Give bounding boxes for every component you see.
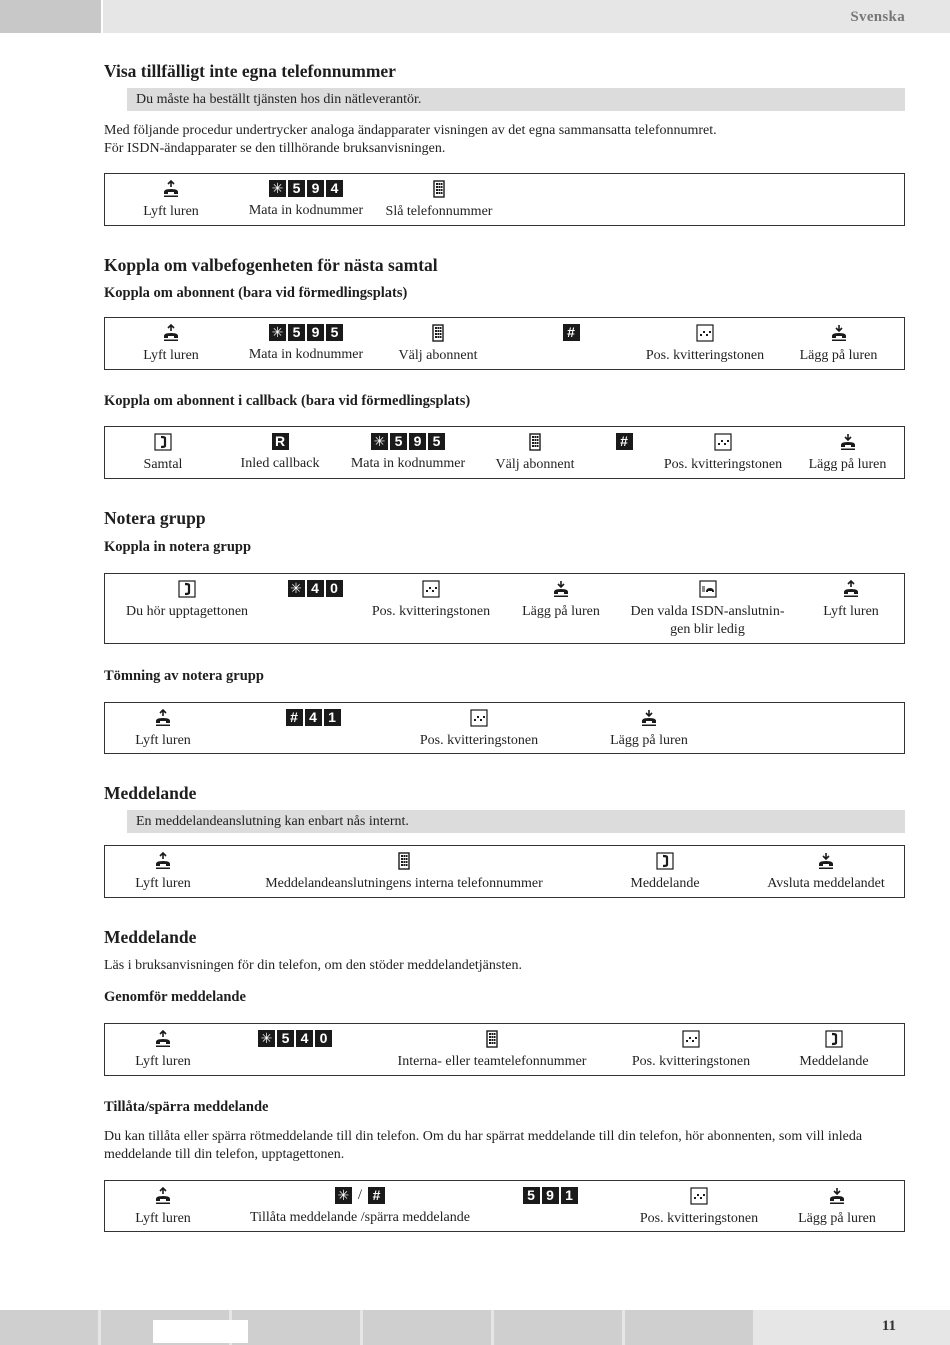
procedure-step — [621, 1030, 761, 1071]
lift-handset-icon — [162, 324, 180, 342]
key-hash: # — [286, 709, 303, 726]
paragraph-line: Med följande procedur undertrycker analoga ändapparater visningen av det egna sammansatta telefonnumret. — [104, 123, 717, 138]
step-label: Välj abonnent — [398, 348, 478, 363]
step-label: Samtal — [143, 457, 183, 472]
procedure-step — [387, 1030, 597, 1071]
key-star: ✳ — [335, 1187, 352, 1204]
procedure-step — [123, 1030, 203, 1071]
procedure-step — [620, 580, 795, 639]
footer-white-box — [153, 1320, 248, 1343]
step-label: Lägg på luren — [610, 733, 688, 748]
confirmation-tone-icon — [696, 324, 714, 342]
keypad-icon — [429, 324, 447, 342]
procedure-step — [800, 433, 895, 474]
paragraph-line: Du kan tillåta eller spärra rötmeddelande till din telefon. Om du har spärrat meddelande till din telefon, hör abonnenten, som vill inleda — [104, 1129, 863, 1144]
procedure-box — [104, 426, 905, 479]
step-label: Mata in kodnummer — [248, 347, 364, 362]
key-0: 0 — [315, 1030, 332, 1047]
step-label: Lägg på luren — [799, 348, 878, 363]
procedure-step — [811, 580, 891, 621]
step-label: Lyft luren — [143, 204, 199, 219]
step-label: Pos. kvitteringstonen — [639, 1211, 759, 1226]
key-sequence — [230, 433, 330, 450]
procedure-step — [635, 324, 775, 365]
key-1: 1 — [561, 1187, 578, 1204]
step-label: Inled callback — [240, 456, 320, 471]
procedure-step — [629, 1187, 769, 1228]
lift-handset-icon — [154, 709, 172, 727]
keypad-icon — [526, 433, 544, 451]
step-label: Meddelandeanslutningens interna telefonnummer — [265, 876, 543, 891]
key-5: 5 — [288, 180, 305, 197]
hang-up-icon — [839, 433, 857, 451]
step-label: Interna- eller teamtelefonnummer — [397, 1054, 587, 1069]
procedure-box — [104, 1023, 905, 1076]
lift-handset-icon — [154, 1030, 172, 1048]
footer-segment — [363, 1310, 493, 1345]
step-label: Pos. kvitteringstonen — [645, 348, 765, 363]
key-1: 1 — [324, 709, 341, 726]
procedure-step — [230, 433, 330, 473]
key-star: ✳ — [371, 433, 388, 450]
subsection-title: Genomför meddelande — [104, 989, 246, 1005]
procedure-step — [788, 1187, 886, 1228]
paragraph-line: meddelande till din telefon, upptagettonen. — [104, 1147, 345, 1162]
key-r: R — [272, 433, 289, 450]
step-label: Lägg på luren — [808, 457, 887, 472]
procedure-box — [104, 317, 905, 370]
procedure-step — [653, 433, 793, 474]
lift-handset-icon — [154, 852, 172, 870]
procedure-step — [123, 852, 203, 893]
procedure-step — [388, 324, 488, 365]
subsection-title: Tömning av notera grupp — [104, 668, 264, 684]
step-label: Lägg på luren — [798, 1211, 876, 1226]
step-label: Tillåta meddelande /spärra meddelande — [250, 1210, 470, 1225]
lift-handset-icon — [154, 1187, 172, 1205]
procedure-step — [620, 852, 710, 893]
section-title: Notera grupp — [104, 508, 206, 528]
key-5: 5 — [288, 324, 305, 341]
step-label: Lyft luren — [135, 1054, 191, 1069]
key-sequence — [241, 180, 371, 197]
procedure-step — [249, 852, 559, 893]
procedure-step — [275, 580, 355, 597]
key-4: 4 — [296, 1030, 313, 1047]
section-title: Meddelande — [104, 783, 197, 803]
procedure-box — [104, 573, 905, 644]
step-label: Den valda ISDN-anslutnin- — [630, 604, 785, 619]
key-sequence — [551, 324, 591, 341]
procedure-step — [600, 709, 698, 750]
procedure-step — [230, 1187, 490, 1227]
procedure-step — [379, 180, 499, 221]
procedure-box — [104, 845, 905, 898]
procedure-step — [791, 324, 886, 365]
step-label: Välj abonnent — [495, 457, 575, 472]
info-note: Du måste ha beställt tjänsten hos din nätleverantör. — [127, 88, 905, 111]
call-icon — [656, 852, 674, 870]
key-4: 4 — [307, 580, 324, 597]
footer-segment — [625, 1310, 755, 1345]
step-label: Lyft luren — [823, 604, 879, 619]
step-label: Pos. kvitteringstonen — [419, 733, 539, 748]
key-sequence — [604, 433, 644, 450]
key-sequence — [343, 433, 473, 450]
key-4: 4 — [326, 180, 343, 197]
paragraph: Läs i bruksanvisningen för din telefon, om den stöder meddelandetjänsten. — [104, 958, 522, 973]
call-icon — [154, 433, 172, 451]
key-star: ✳ — [288, 580, 305, 597]
procedure-step — [123, 709, 203, 750]
key-9: 9 — [307, 180, 324, 197]
hang-up-icon — [817, 852, 835, 870]
key-sequence — [275, 580, 355, 597]
key-9: 9 — [307, 324, 324, 341]
keypad-icon — [395, 852, 413, 870]
step-label: Lyft luren — [135, 1211, 191, 1226]
procedure-step — [131, 324, 211, 365]
hang-up-icon — [552, 580, 570, 598]
hang-up-icon — [830, 324, 848, 342]
procedure-step — [273, 709, 353, 726]
hang-up-icon — [828, 1187, 846, 1205]
page-header — [0, 0, 950, 33]
lift-handset-icon — [162, 180, 180, 198]
step-label: Pos. kvitteringstonen — [631, 1054, 751, 1069]
key-4: 4 — [305, 709, 322, 726]
key-9: 9 — [409, 433, 426, 450]
section-title: Meddelande — [104, 927, 197, 947]
procedure-step — [409, 709, 549, 750]
procedure-step — [241, 180, 371, 220]
procedure-step — [117, 580, 257, 621]
procedure-step — [485, 433, 585, 474]
footer-segment — [494, 1310, 624, 1345]
key-sequence — [515, 1187, 585, 1204]
key-5: 5 — [277, 1030, 294, 1047]
key-sequence — [273, 709, 353, 726]
paragraph-line: För ISDN-ändapparater se den tillhörande bruksanvisningen. — [104, 141, 446, 156]
page-number: 11 — [881, 1318, 896, 1334]
procedure-step — [131, 180, 211, 221]
key-5: 5 — [523, 1187, 540, 1204]
ringing-phone-icon — [699, 580, 717, 598]
keypad-icon — [483, 1030, 501, 1048]
header-tab — [0, 0, 103, 33]
key-5: 5 — [326, 324, 343, 341]
procedure-step — [512, 580, 610, 621]
section-title: Visa tillfälligt inte egna telefonnummer — [104, 61, 396, 81]
info-note: En meddelandeanslutning kan enbart nås internt. — [127, 810, 905, 833]
key-9: 9 — [542, 1187, 559, 1204]
key-sequence — [245, 1030, 345, 1047]
step-label: Avsluta meddelandet — [767, 876, 885, 891]
section-title: Koppla om valbefogenheten för nästa samtal — [104, 255, 438, 275]
key-5: 5 — [428, 433, 445, 450]
procedure-step — [604, 433, 644, 450]
step-label: Mata in kodnummer — [350, 456, 466, 471]
confirmation-tone-icon — [690, 1187, 708, 1205]
page-footer — [0, 1310, 950, 1345]
subsection-title: Koppla om abonnent i callback (bara vid förmedlingsplats) — [104, 393, 471, 409]
procedure-step — [133, 433, 193, 474]
key-sequence — [241, 324, 371, 341]
footer-segment — [0, 1310, 100, 1345]
step-label: Lyft luren — [135, 733, 191, 748]
separator-slash: / — [357, 1187, 363, 1203]
procedure-step — [123, 1187, 203, 1228]
lift-handset-icon — [842, 580, 860, 598]
key-hash: # — [616, 433, 633, 450]
step-label: gen blir ledig — [670, 622, 745, 637]
key-star: ✳ — [269, 324, 286, 341]
step-label: Lägg på luren — [522, 604, 600, 619]
confirmation-tone-icon — [422, 580, 440, 598]
key-0: 0 — [326, 580, 343, 597]
procedure-step — [789, 1030, 879, 1071]
key-hash: # — [368, 1187, 385, 1204]
step-label: Slå telefonnummer — [385, 204, 493, 219]
step-label: Du hör upptagettonen — [125, 604, 249, 619]
procedure-step — [551, 324, 591, 341]
procedure-step — [241, 324, 371, 364]
hang-up-icon — [640, 709, 658, 727]
procedure-step — [515, 1187, 585, 1204]
procedure-box — [104, 702, 905, 754]
procedure-step — [245, 1030, 345, 1047]
key-5: 5 — [390, 433, 407, 450]
confirmation-tone-icon — [470, 709, 488, 727]
confirmation-tone-icon — [714, 433, 732, 451]
procedure-step — [361, 580, 501, 621]
footer-segment — [232, 1310, 362, 1345]
key-sequence — [230, 1187, 490, 1204]
keypad-icon — [430, 180, 448, 198]
call-icon — [178, 580, 196, 598]
subsection-title: Tillåta/spärra meddelande — [104, 1099, 269, 1115]
call-icon — [825, 1030, 843, 1048]
procedure-step — [756, 852, 896, 893]
subsection-title: Koppla om abonnent (bara vid förmedlingsplats) — [104, 285, 408, 301]
step-label: Pos. kvitteringstonen — [371, 604, 491, 619]
subsection-title: Koppla in notera grupp — [104, 539, 252, 555]
key-star: ✳ — [269, 180, 286, 197]
step-label: Lyft luren — [135, 876, 191, 891]
procedure-box — [104, 1180, 905, 1232]
procedure-step — [343, 433, 473, 473]
step-label: Mata in kodnummer — [248, 203, 364, 218]
step-label: Lyft luren — [143, 348, 199, 363]
step-label: Meddelande — [799, 1054, 869, 1069]
key-star: ✳ — [258, 1030, 275, 1047]
language-label: Svenska — [850, 9, 905, 25]
step-label: Pos. kvitteringstonen — [663, 457, 783, 472]
confirmation-tone-icon — [682, 1030, 700, 1048]
key-hash: # — [563, 324, 580, 341]
step-label: Meddelande — [630, 876, 700, 891]
procedure-box — [104, 173, 905, 226]
